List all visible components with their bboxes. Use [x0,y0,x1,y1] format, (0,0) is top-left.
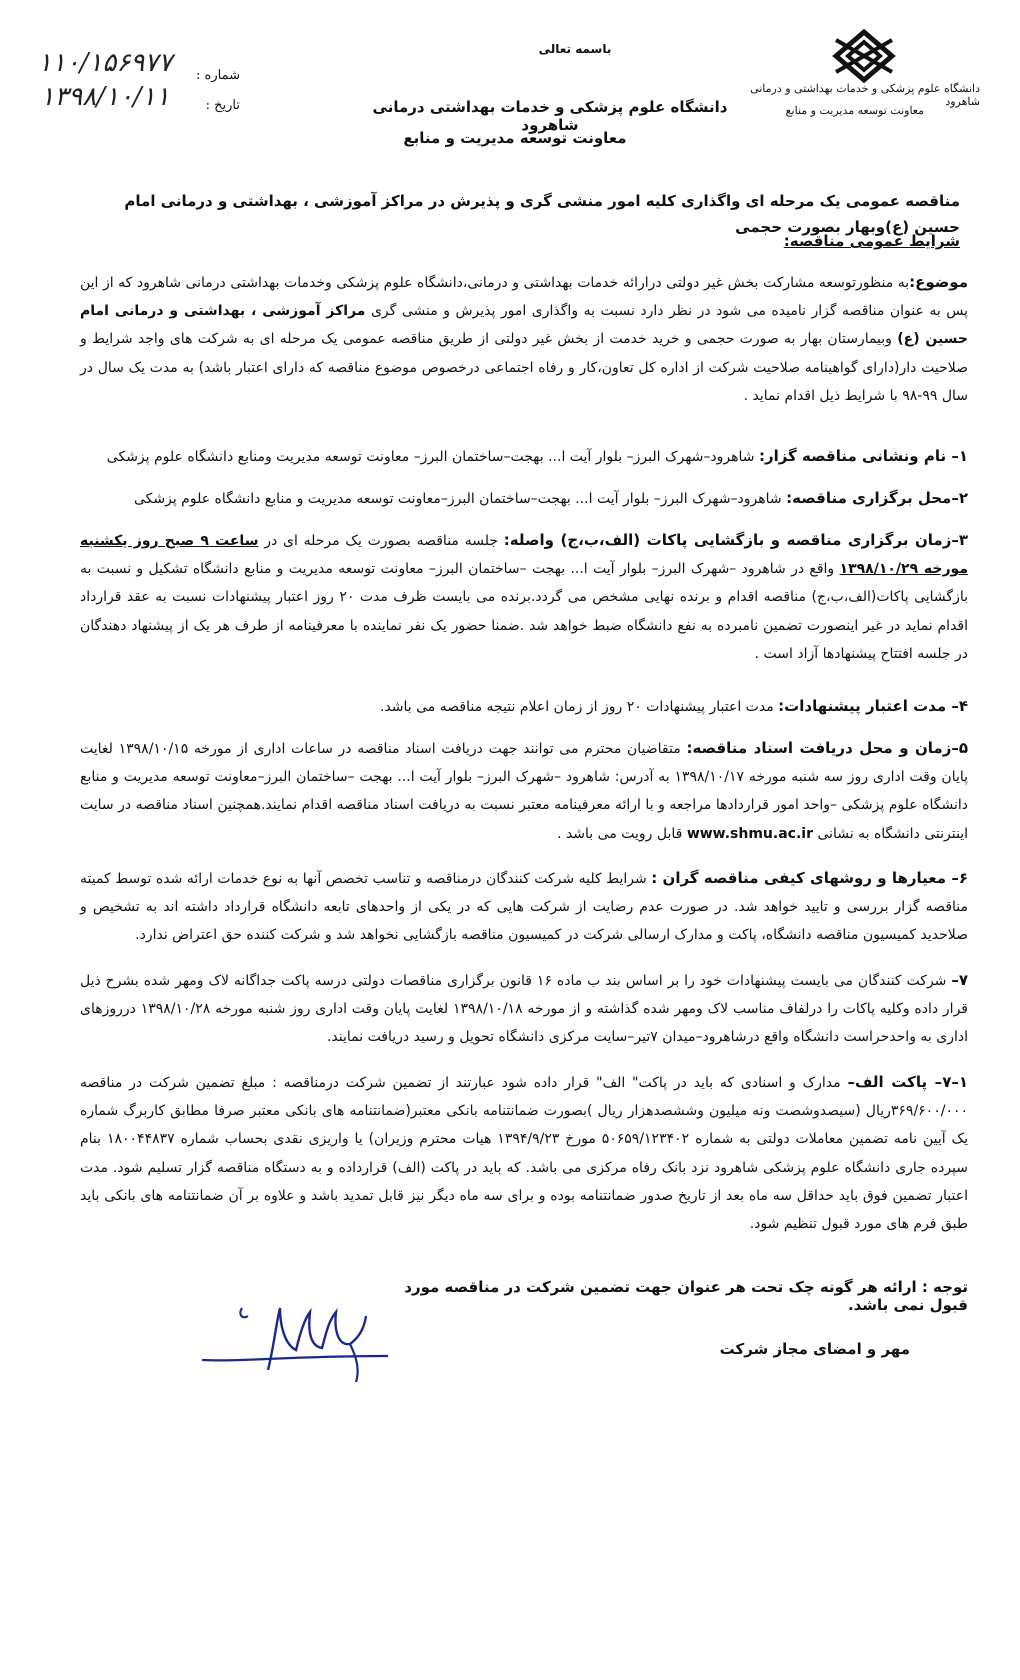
basmala: باسمه تعالی [538,42,612,56]
logo-caption-line1: دانشگاه علوم پزشکی و خدمات بهداشتی و درمانی شاهرود [750,82,980,108]
subject-paragraph [80,268,968,410]
item-2-text: شاهرود–شهرک البرز– بلوار آیت ا... بهجت–ساختمان البرز–معاونت توسعه مدیریت و منابع دانشگاه علوم پزشکی [133,491,782,507]
signature-label: مهر و امضای مجاز شرکت [719,1340,910,1358]
item-3-date: ساعت ۹ صبح روز یکشنبه مورخه ۱۳۹۸/۱۰/۲۹ [80,533,968,578]
item-5-website: www.shmu.ac.ir [686,825,813,842]
handwritten-signature [200,1290,400,1390]
item-1-text: شاهرود–شهرک البرز– بلوار آیت ا... بهجت–ساختمان البرز– معاونت توسعه مدیریت ومنابع دانشگاه علوم پزشکی [106,449,755,465]
item-5 [80,734,968,848]
date-label: تاریخ : [205,98,240,113]
item-6-label: ۶– معیارها و روشهای کیفی مناقصه گران : [651,869,968,887]
note: توجه : ارائه هر گونه چک تحت هر عنوان جهت تضمین شرکت در مناقصه مورد قبول نمی باشد. [404,1278,968,1314]
deputy-name: معاونت توسعه مدیریت و منابع [403,129,627,147]
number-label: شماره : [196,68,240,83]
item-2-label: ۲–محل برگزاری مناقصه: [786,489,968,507]
item-6-text: شرایط کلیه شرکت کنندگان درمناقصه و تناسب تخصص آنها به نوع خدمات ارائه شده توسط کمیته مناقصه گزار بررسی و تایید خواهد شد. در صورت عدم رضایت از شرکت هایی که در یکی از واحدهای تابعه دانشگاه قرارداد داشته اند به تشخیص و صلاحدید کمیسیون مناقصه دانشگاه، پاکت و مدارک ارسالی شرکت در کمیسیون مناقصه بازگشایی نخواهد شد و شرکت کننده حق اعتراض ندارد. [80,871,968,944]
item-7-text: شرکت کنندگان می بایست پیشنهادات خود را بر اساس بند ب ماده ۱۶ قانون برگزاری مناقصات دولتی درسه پاکت جداگانه لاک ومهر شده بشرح ذیل قرار داده وکلیه پاکات را درلفاف مناسب لاک ومهر شده گذاشته و از مورخه ۱۳۹۸/۱۰/۱۸ لغایت پایان وقت اداری روز شنبه مورخه ۱۳۹۸/۱۰/۲۸ درروزهای اداری به واحدحراست دانشگاه واقع درشاهرود–میدان ۷تیر–سایت مرکزی دانشگاه تحویل و رسید دریافت نمایند. [80,973,968,1046]
item-7-label: ۷– [951,971,968,989]
item-4 [80,692,968,721]
item-1-label: ۱– نام ونشانی مناقصه گزار: [758,447,968,465]
item-7-1-label: ۱–۷– پاکت الف– [847,1073,968,1091]
letter-date: ۱۳۹۸/۱۰/۱۱ [40,82,170,112]
item-3-text-b: واقع در شاهرود –شهرک البرز– بلوار آیت ا... بهجت –ساختمان البرز– معاونت توسعه مدیریت و منابع دانشگاه تشکیل و نسبت به بازگشایی پاکات(الف،ب،ج) مناقصه اقدام و برنده نهایی مشخص می گردد.برنده می بایست ظرف مدت ۲۰ روز اعتبار پیشنهادات نسبت به عقد قرارداد اقدام نماید در غیر اینصورت تضمین نامبرده به نفع دانشگاه ضبط خواهد شد .ضمنا حضور یک نفر نماینده با معرفینامه از طرف هر یک از پیشنهاد دهندگان در جلسه افتتاح پیشنهادها آزاد است . [80,561,968,662]
letter-number: ۱۱۰/۱۵۶۹۷۷ [37,48,173,78]
item-1 [80,442,968,471]
subject-text-b: وبیمارستان بهار به صورت حجمی و خرید خدمت از بخش غیر دولتی از طریق مناقصه عمومی یک مرحله ای به شرکت های واجد شرایط و صلاحیت دار(دارای گواهینامه صلاحیت شرکت از اداره کل تعاون،کار و رفاه اجتماعی درخصوص موضوع مناقصه که دارای اعتبار باشد) به مدت یک سال در سال ۹۹-۹۸ با شرایط ذیل اقدام نماید . [80,331,968,404]
item-5-label: ۵–زمان و محل دریافت اسناد مناقصه: [686,739,968,757]
item-7-1 [80,1068,968,1238]
item-7-1-text: مدارک و اسنادی که باید در پاکت" الف" قرار داده شود عبارتند از تضمین شرکت درمناقصه : مبلغ تضمین شرکت در مناقصه ۳۶۹/۶۰۰/۰۰۰ریال (سیصدوشصت ونه میلیون وششصدهزار ریال )بصورت ضمانتنامه بانکی معتبر(ضمانتنامه های بانکی معتبر صرفا مطابق کاربرگ شماره یک آیین نامه تضمین معاملات دولتی به شماره ۵۰۶۵۹/۱۲۳۴۰۲ مورخ ۱۳۹۴/۹/۲۳ هیات محترم وزیران) یا واریزی نقدی بحساب شماره ۱۸۰۰۴۴۸۳۷ بنام سپرده جاری دانشگاه علوم پزشکی شاهرود نزد بانک رفاه مرکزی می باشد. که باید در پاکت (الف) قرارداده و به دستگاه مناقصه گزار تسلیم شود. مدت اعتبار تضمین فوق باید حداقل سه ماه بعد از تاریخ صدور ضمانتنامه بوده و برای سه ماه دیگر نیز قابل تمدید باشد و علاوه بر آن ضمانتنامه های بانکی باید طبق فرم های مورد قبول تنظیم شود. [80,1075,968,1233]
item-3-label: ۳–زمان برگزاری مناقصه و بازگشایی پاکات (الف،ب،ج) واصله: [503,531,969,549]
item-5-text-a: متقاضیان محترم می توانند جهت دریافت اسناد مناقصه در ساعات اداری از مورخه ۱۳۹۸/۱۰/۱۵ لغایت پایان وقت اداری روز سه شنبه مورخه ۱۳۹۸/۱۰/۱۷ به آدرس: شاهرود –شهرک البرز– بلوار آیت ا... بهجت –ساختمان البرز–معاونت توسعه مدیریت و منابع دانشگاه علوم پزشکی –واحد امور قراردادها مراجعه و با ارائه معرفینامه معتبر نسبت به دریافت اسناد مناقصه اقدام نمایند.همچنین اسناد مناقصه در سایت اینترنتی دانشگاه به نشانی [80,741,969,842]
university-name: دانشگاه علوم پزشکی و خدمات بهداشتی درمانی شاهرود [372,98,728,134]
subject-label: موضوع: [909,273,968,291]
tender-title: مناقصه عمومی یک مرحله ای واگذاری کلیه امور منشی گری و پذیرش در مراکز آموزشی ، بهداشتی و درمانی امام حسین (ع)وبهار بصورت حجمی [124,192,960,236]
logo-caption-line2: معاونت توسعه مدیریت و منابع [785,104,924,117]
section-title: شرایط عمومی مناقصه: [783,232,960,250]
item-3-text-a: جلسه مناقصه بصورت یک مرحله ای در [264,533,498,549]
item-3 [80,526,968,668]
item-5-text-b: قابل رویت می باشد . [557,825,683,842]
item-4-text: مدت اعتبار پیشنهادات ۲۰ روز از زمان اعلام نتیجه مناقصه می باشد. [380,699,774,715]
subject-text-bold: مراکز آموزشی ، بهداشتی و درمانی امام حسین (ع) [80,303,969,348]
item-4-label: ۴– مدت اعتبار پیشنهادات: [778,697,968,715]
item-6 [80,864,968,950]
item-2 [80,484,968,513]
item-7 [80,966,968,1052]
subject-text-a: به منظورتوسعه مشارکت بخش غیر دولتی درارائه خدمات بهداشتی و درمانی،دانشگاه علوم پزشکی وخدمات بهداشتی درمانی شاهرود که از این پس به عنوان مناقصه گزار نامیده می شود در نظر دارد نسبت به واگذاری امور پذیرش و منشی گری [80,275,969,320]
